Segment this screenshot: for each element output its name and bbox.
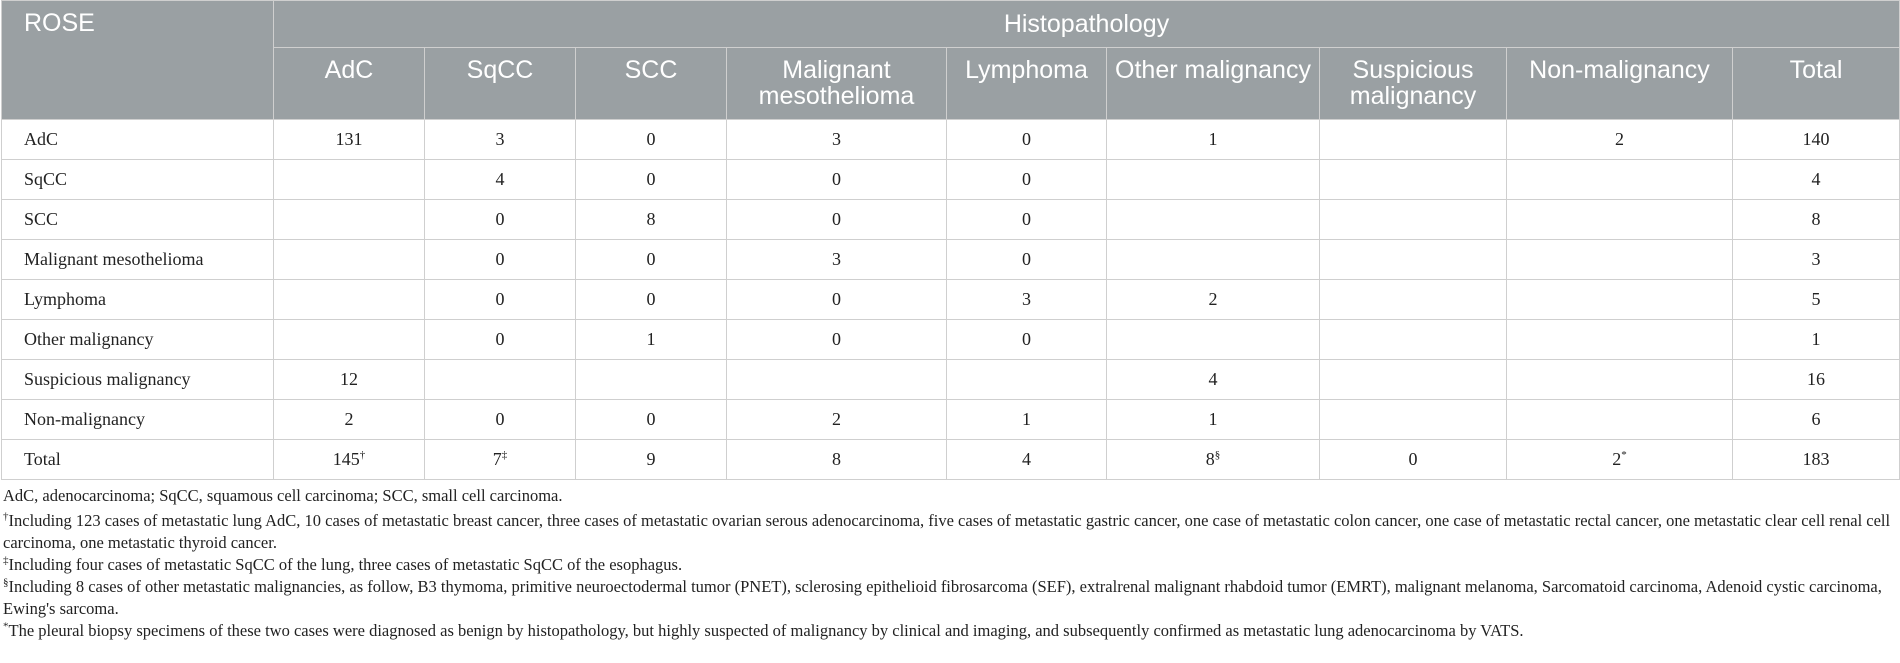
column-header: Malignant mesothelioma (727, 48, 947, 120)
cell-value: 145 (332, 449, 360, 469)
group-header: Histopathology (274, 1, 1900, 48)
table-cell (425, 360, 576, 400)
cell-value: 0 (495, 209, 505, 229)
table-cell (1107, 440, 1320, 480)
cell-value: 2 (832, 409, 841, 429)
cell-value: 12 (340, 369, 358, 389)
table-cell (727, 160, 947, 200)
table-cell (576, 160, 727, 200)
table-cell (1507, 320, 1733, 360)
row-label: Total (2, 440, 274, 480)
table-cell (947, 400, 1107, 440)
cell-value: 0 (646, 169, 656, 189)
table-cell (1107, 240, 1320, 280)
table-cell (274, 440, 425, 480)
table-cell (1733, 440, 1900, 480)
column-header: Other malignancy (1107, 48, 1320, 120)
cell-value: 3 (1811, 249, 1821, 269)
cell-value: 6 (1811, 409, 1821, 429)
cell-value: 1 (1022, 409, 1031, 429)
table-cell (1107, 320, 1320, 360)
table-cell (274, 160, 425, 200)
header-row-columns (2, 48, 1900, 120)
table-cell (425, 200, 576, 240)
cell-value: 0 (1022, 129, 1031, 149)
table-row (2, 160, 1900, 200)
cell-value: 2 (1208, 289, 1218, 309)
cell-value: 131 (335, 129, 363, 149)
footnote-mark: * (3, 620, 9, 633)
table-row (2, 320, 1900, 360)
cell-value: 2 (1612, 449, 1622, 469)
table-cell (1320, 240, 1507, 280)
table-cell (1733, 120, 1900, 160)
table-row (2, 120, 1900, 160)
table-cell (1507, 200, 1733, 240)
table-cell (274, 120, 425, 160)
table-cell (1733, 400, 1900, 440)
table-cell (1320, 280, 1507, 320)
cell-value: 1 (1208, 129, 1218, 149)
table-cell (727, 320, 947, 360)
column-header: Lymphoma (947, 48, 1107, 120)
cell-value: 1 (1811, 329, 1821, 349)
table-cell (727, 120, 947, 160)
table-cell (1507, 280, 1733, 320)
header-row-group (2, 1, 1900, 48)
footnote-abbreviations: AdC, adenocarcinoma; SqCC, squamous cell carcinoma; SCC, small cell carcinoma. (3, 486, 563, 505)
table-cell (947, 240, 1107, 280)
table-cell (274, 240, 425, 280)
cell-value: 3 (495, 129, 505, 149)
column-header: SCC (576, 48, 727, 120)
column-header: SqCC (425, 48, 576, 120)
cell-value: 0 (646, 409, 656, 429)
cell-value: 8 (646, 209, 656, 229)
table-cell (1320, 400, 1507, 440)
cell-value: 0 (1022, 249, 1031, 269)
table-row (2, 200, 1900, 240)
footnote-text: Including 8 cases of other metastatic malignancies, as follow, B3 thymoma, primitive neuroectodermal tumor (PNET), sclerosing epithelioid fibrosarcoma (SEF), extralrenal malignant rhabdoid tumor (EMRT), malignant melanoma, Sarcomatoid carcinoma, Adenoid cystic carcinoma, Ewing's sarcoma. (3, 577, 1882, 618)
table-cell (1507, 440, 1733, 480)
table-cell (1107, 120, 1320, 160)
row-label: Suspicious malignancy (2, 360, 274, 400)
table-cell (1733, 360, 1900, 400)
table-cell (425, 280, 576, 320)
cell-value: 4 (1811, 169, 1821, 189)
table-row (2, 400, 1900, 440)
cell-value: 8 (1811, 209, 1821, 229)
cell-value: 2 (1615, 129, 1624, 149)
cell-value: 1 (646, 329, 656, 349)
table-cell (727, 440, 947, 480)
column-header: AdC (274, 48, 425, 120)
table-cell (1733, 280, 1900, 320)
table-cell (1320, 160, 1507, 200)
footnotes (0, 480, 1900, 642)
cell-value: 3 (1022, 289, 1031, 309)
footnote-double-dagger (3, 554, 1897, 576)
table-cell (425, 240, 576, 280)
cell-value: 3 (832, 249, 841, 269)
table-cell (576, 200, 727, 240)
column-header: Total (1733, 48, 1900, 120)
table-cell (1320, 200, 1507, 240)
cell-value: 4 (495, 169, 505, 189)
row-label: Malignant mesothelioma (2, 240, 274, 280)
footnote-text: Including 123 cases of metastatic lung AdC, 10 cases of metastatic breast cancer, three cases of metastatic ovarian serous adenocarcinoma, five cases of metastatic gastric cancer, one case of metastatic colon cancer, one case of metastatic rectal cancer, one metastatic clear cell renal cell carcinoma, one metastatic thyroid cancer. (3, 511, 1891, 552)
footnote-mark: ‡ (501, 449, 508, 461)
table-row (2, 360, 1900, 400)
cell-value: 0 (832, 169, 841, 189)
table-cell (425, 160, 576, 200)
table-cell (1320, 440, 1507, 480)
table-cell (1107, 280, 1320, 320)
table-cell (576, 240, 727, 280)
table-cell (274, 280, 425, 320)
cell-value: 4 (1022, 449, 1031, 469)
table-cell (576, 320, 727, 360)
table-cell (947, 120, 1107, 160)
table-cell (947, 160, 1107, 200)
cell-value: 0 (1022, 169, 1031, 189)
footnote-section (3, 576, 1897, 620)
cell-value: 0 (1022, 329, 1031, 349)
cell-value: 4 (1208, 369, 1218, 389)
cell-value: 0 (832, 289, 841, 309)
cell-value: 8 (832, 449, 841, 469)
cell-value: 5 (1811, 289, 1821, 309)
table-cell (274, 200, 425, 240)
table-cell (1733, 160, 1900, 200)
row-label: SqCC (2, 160, 274, 200)
table-row (2, 280, 1900, 320)
table-cell (1507, 160, 1733, 200)
cell-value: 7 (492, 449, 502, 469)
table-cell (576, 400, 727, 440)
footnote-mark: * (1621, 449, 1627, 461)
table-cell (947, 360, 1107, 400)
table-cell (1507, 400, 1733, 440)
table-cell (1320, 120, 1507, 160)
table-cell (727, 240, 947, 280)
row-label: Non-malignancy (2, 400, 274, 440)
table-cell (425, 120, 576, 160)
cell-value: 0 (832, 329, 841, 349)
table-cell (727, 360, 947, 400)
footnote-mark: § (1214, 449, 1221, 461)
cell-value: 0 (495, 289, 505, 309)
cell-value: 2 (344, 409, 354, 429)
table-cell (1107, 160, 1320, 200)
cell-value: 0 (1022, 209, 1031, 229)
table-cell (1507, 120, 1733, 160)
table-cell (727, 200, 947, 240)
footnote-text: Including four cases of metastatic SqCC of the lung, three cases of metastatic SqCC of the esophagus. (8, 555, 683, 574)
table-cell (274, 360, 425, 400)
table-cell (1107, 360, 1320, 400)
table-cell (576, 120, 727, 160)
row-label: SCC (2, 200, 274, 240)
row-label: AdC (2, 120, 274, 160)
table-row (2, 440, 1900, 480)
table-cell (1733, 240, 1900, 280)
cell-value: 1 (1208, 409, 1218, 429)
table-cell (1107, 400, 1320, 440)
footnote-mark: § (3, 576, 9, 589)
cell-value: 0 (495, 329, 505, 349)
column-header: Suspicious malignancy (1320, 48, 1507, 120)
table-cell (947, 280, 1107, 320)
table-cell (274, 400, 425, 440)
cell-value: 0 (646, 129, 656, 149)
footnote-text: The pleural biopsy specimens of these two cases were diagnosed as benign by histopathology, but highly suspected of malignancy by clinical and imaging, and subsequently confirmed as metastatic lung adenocarcinoma by VATS. (8, 621, 1524, 640)
table-cell (727, 280, 947, 320)
corner-header: ROSE (2, 1, 274, 120)
footnote-mark: † (3, 510, 9, 523)
footnote-asterisk (3, 620, 1897, 642)
table-cell (947, 200, 1107, 240)
table-cell (425, 400, 576, 440)
footnote-dagger (3, 510, 1897, 554)
cell-value: 0 (646, 249, 656, 269)
table-cell (274, 320, 425, 360)
table-cell (947, 320, 1107, 360)
table-row (2, 240, 1900, 280)
cell-value: 0 (495, 249, 505, 269)
table-cell (947, 440, 1107, 480)
cell-value: 0 (1408, 449, 1418, 469)
table-cell (425, 320, 576, 360)
table-cell (1733, 320, 1900, 360)
table-cell (727, 400, 947, 440)
cell-value: 16 (1807, 369, 1826, 389)
footnote-mark: ‡ (3, 554, 9, 567)
table-cell (1107, 200, 1320, 240)
table-cell (1320, 320, 1507, 360)
cell-value: 0 (495, 409, 505, 429)
table-cell (576, 280, 727, 320)
column-header: Non-malignancy (1507, 48, 1733, 120)
cell-value: 183 (1802, 449, 1830, 469)
cell-value: 140 (1802, 129, 1830, 149)
cell-value: 0 (832, 209, 841, 229)
table-cell (1733, 200, 1900, 240)
footnote-mark: † (359, 449, 366, 461)
table-cell (1320, 360, 1507, 400)
row-label: Lymphoma (2, 280, 274, 320)
table-cell (425, 440, 576, 480)
table-cell (576, 360, 727, 400)
cell-value: 3 (832, 129, 841, 149)
row-label: Other malignancy (2, 320, 274, 360)
cell-value: 0 (646, 289, 656, 309)
results-table (1, 0, 1900, 480)
table-cell (1507, 240, 1733, 280)
cell-value: 9 (646, 449, 656, 469)
table-cell (1507, 360, 1733, 400)
cell-value: 8 (1205, 449, 1215, 469)
table-cell (576, 440, 727, 480)
